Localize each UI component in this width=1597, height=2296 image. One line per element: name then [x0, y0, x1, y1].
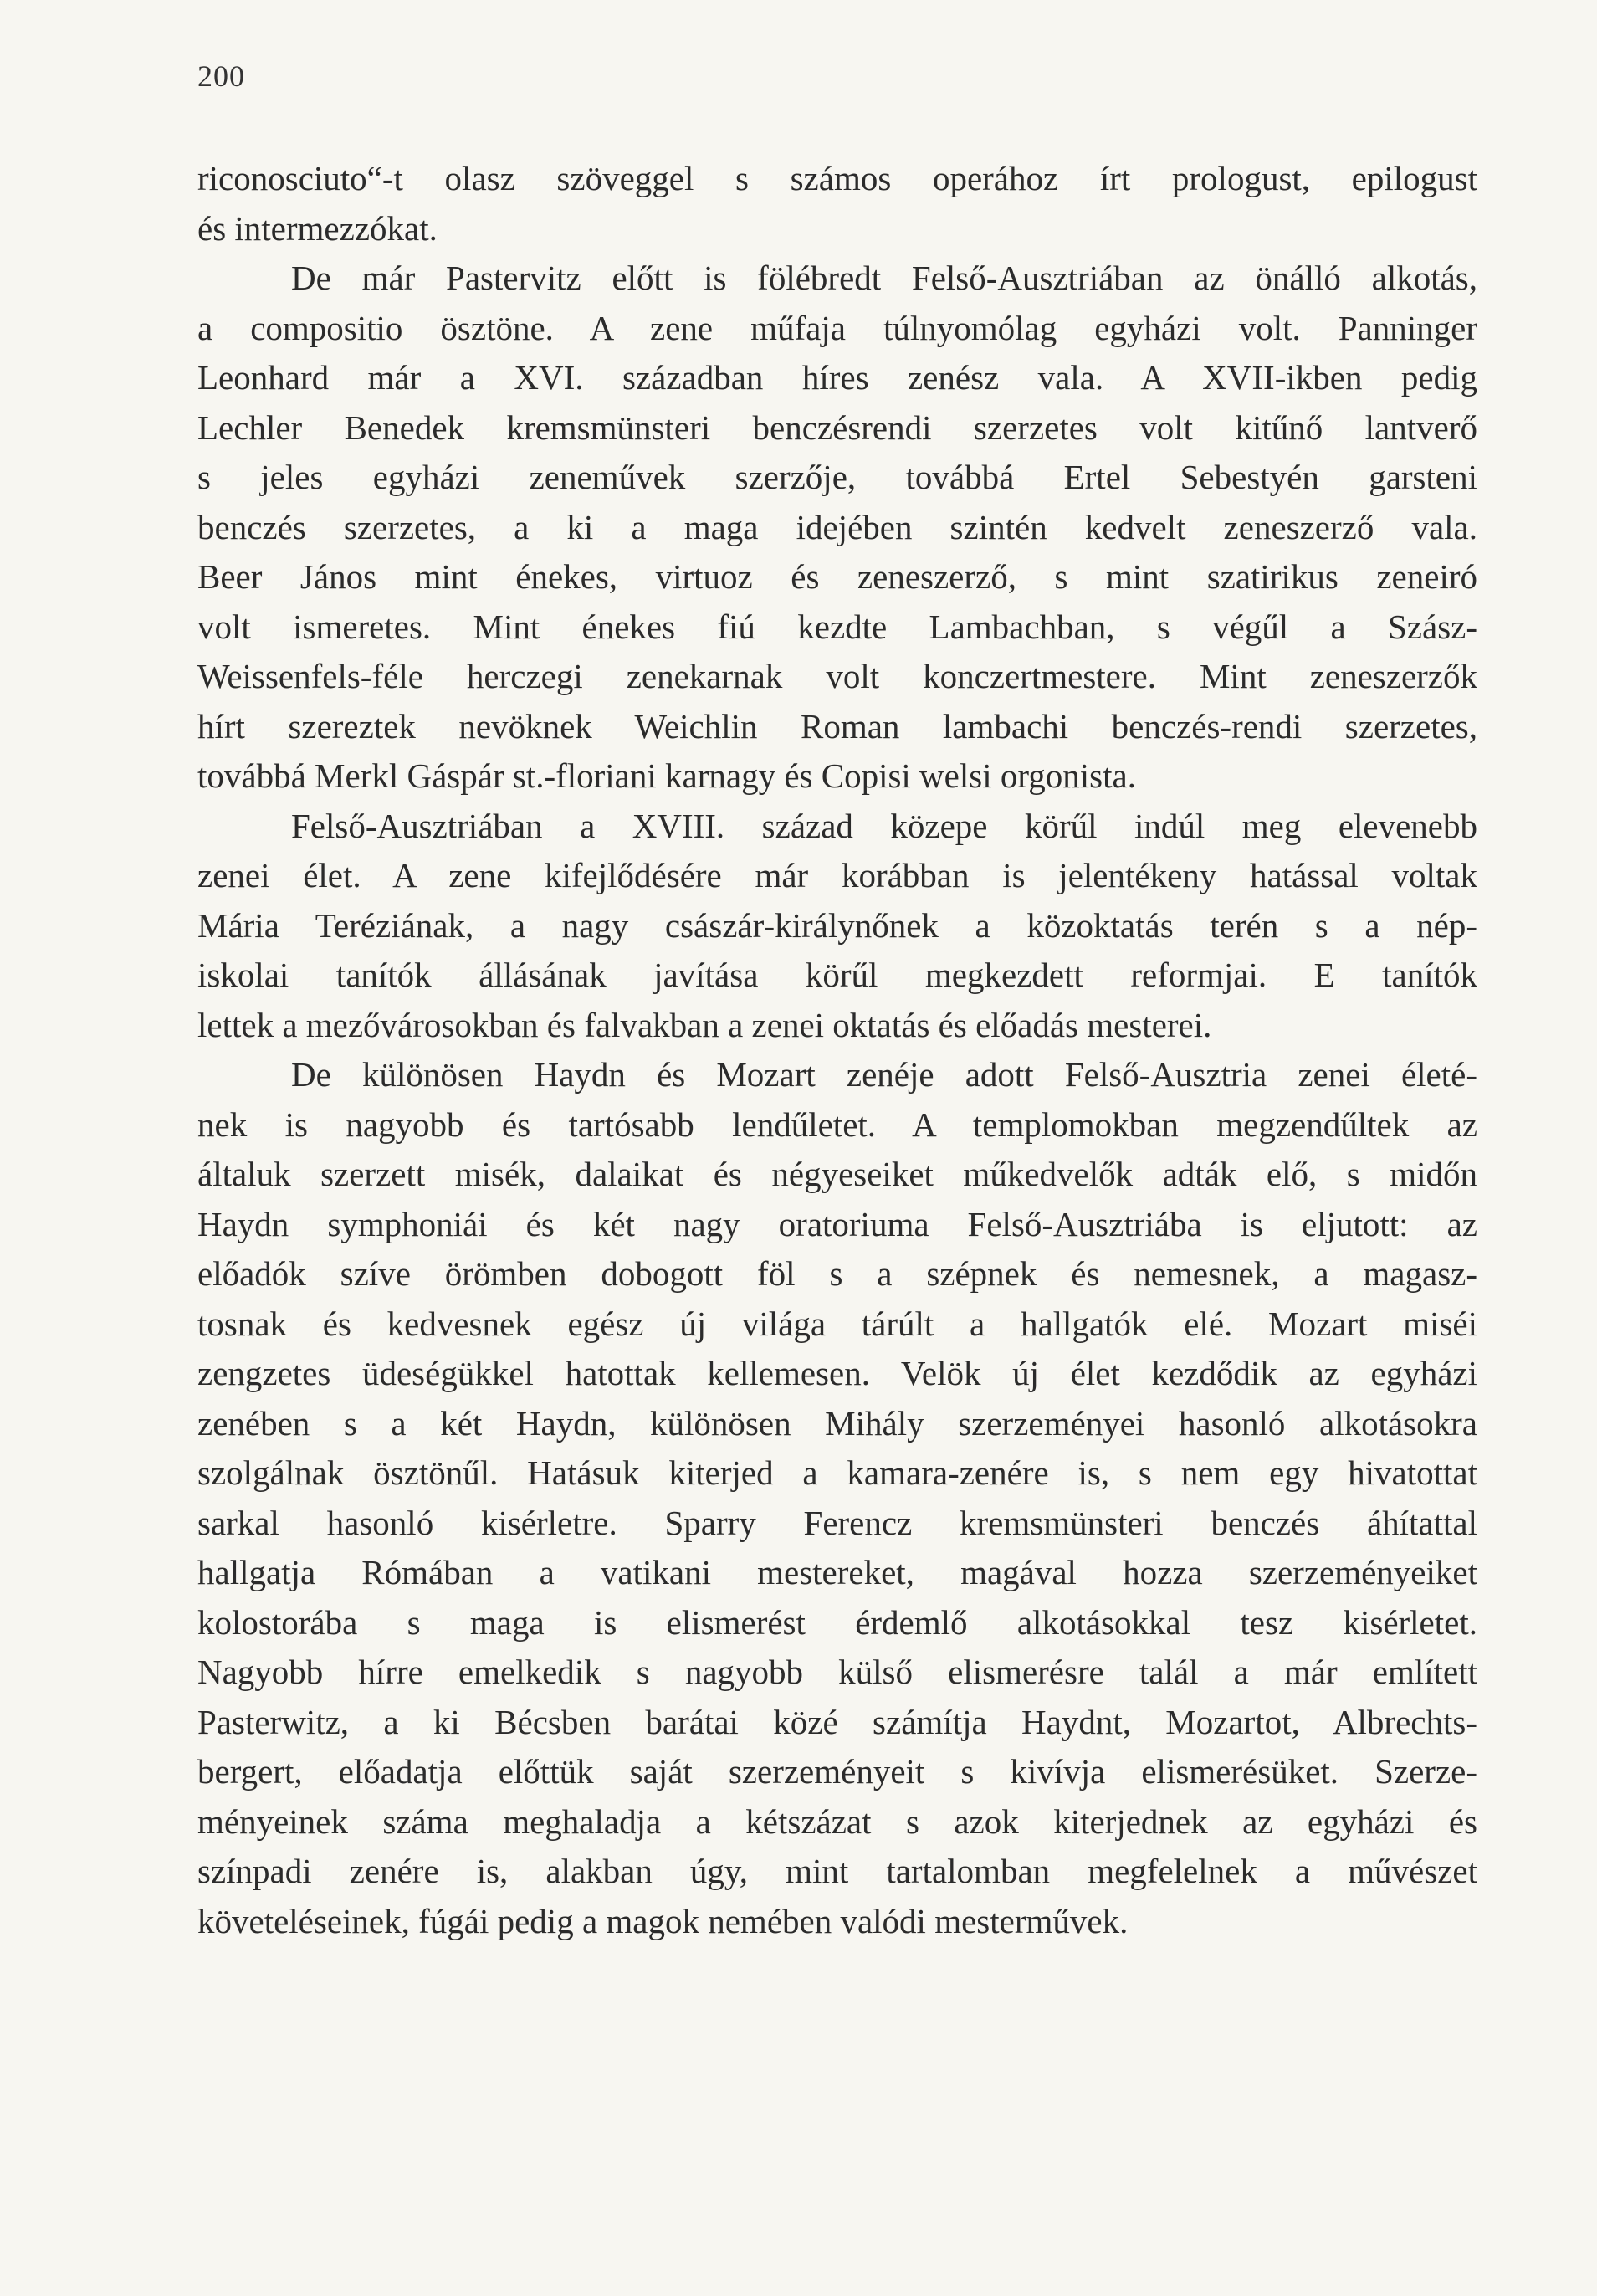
- text-line: De már Pastervitz előtt is fölébredt Felső-Ausztriában az önálló alkotás,: [291, 259, 1477, 297]
- page-number: 200: [197, 59, 245, 93]
- text-line: nek is nagyobb és tartósabb lendűletet. A templomokban megzendűltek az: [197, 1104, 1477, 1144]
- body-text: [197, 154, 1477, 1946]
- text-line: benczés szerzetes, a ki a maga idejében szintén kedvelt zeneszerző vala.: [197, 507, 1477, 546]
- text-line: szolgálnak ösztönűl. Hatásuk kiterjed a kamara-zenére is, s nem egy hivatottat: [197, 1453, 1477, 1492]
- text-line: Mária Teréziának, a nagy császár-királynőnek a közoktatás terén s a nép-: [197, 905, 1477, 945]
- text-line: Lechler Benedek kremsmünsteri benczésrendi szerzetes volt kitűnő lantverő: [197, 407, 1477, 447]
- text-line: kolostorába s maga is elismerést érdemlő alkotásokkal tesz kisérletet.: [197, 1602, 1477, 1642]
- text-line: továbbá Merkl Gáspár st.-floriani karnagy és Copisi welsi orgonista.: [197, 756, 1136, 795]
- text-line: Beer János mint énekes, virtuoz és zeneszerző, s mint szatirikus zeneiró: [197, 557, 1477, 596]
- text-line: és intermezzókat.: [197, 208, 438, 248]
- text-line: riconosciuto“-t olasz szöveggel s számos operához írt prologust, epilogust: [197, 159, 1477, 197]
- text-line: Nagyobb hírre emelkedik s nagyobb külső elismerésre talál a már említett: [197, 1653, 1477, 1691]
- text-line: tosnak és kedvesnek egész új világa tárúlt a hallgatók elé. Mozart miséi: [197, 1304, 1477, 1343]
- text-line: zenében s a két Haydn, különösen Mihály szerzeményei hasonló alkotásokra: [197, 1403, 1477, 1443]
- text-line: Leonhard már a XVI. században híres zenész vala. A XVII-ikben pedig: [197, 358, 1477, 397]
- text-line: lettek a mezővárosokban és falvakban a zenei oktatás és előadás mesterei.: [197, 1005, 1212, 1044]
- text-line: iskolai tanítók állásának javítása körűl megkezdett reformjai. E tanítók: [197, 956, 1477, 994]
- text-line: bergert, előadatja előttük saját szerzeményeit s kivívja elismerésüket. Szerze-: [197, 1752, 1477, 1791]
- text-line: De különösen Haydn és Mozart zenéje adott Felső-Ausztria zenei életé-: [291, 1055, 1477, 1094]
- text-line: hírt szereztek nevöknek Weichlin Roman lambachi benczés-rendi szerzetes,: [197, 706, 1477, 746]
- text-line: s jeles egyházi zeneművek szerzője, továbbá Ertel Sebestyén garsteni: [197, 458, 1477, 496]
- text-line: ményeinek száma meghaladja a kétszázat s azok kiterjednek az egyházi és: [197, 1801, 1477, 1841]
- text-line: Felső-Ausztriában a XVIII. század közepe körűl indúl meg elevenebb: [291, 806, 1477, 845]
- text-line: követeléseinek, fúgái pedig a magok nemében valódi mesterművek.: [197, 1901, 1129, 1940]
- text-line: Haydn symphoniái és két nagy oratoriuma Felső-Ausztriába is eljutott: az: [197, 1204, 1477, 1243]
- text-line: sarkal hasonló kisérletre. Sparry Ferencz kremsmünsteri benczés áhítattal: [197, 1503, 1477, 1542]
- text-line: volt ismeretes. Mint énekes fiú kezdte Lambachban, s végűl a Szász-: [197, 607, 1477, 646]
- text-line: zengzetes üdeségükkel hatottak kellemesen. Velök új élet kezdődik az egyházi: [197, 1354, 1477, 1392]
- text-line: hallgatja Rómában a vatikani mestereket, magával hozza szerzeményeiket: [197, 1553, 1477, 1591]
- text-line: Weissenfels-féle herczegi zenekarnak volt konczertmestere. Mint zeneszerzők: [197, 657, 1477, 695]
- text-line: a compositio ösztöne. A zene műfaja túlnyomólag egyházi volt. Panninger: [197, 308, 1477, 347]
- text-line: általuk szerzett misék, dalaikat és négyeseiket műkedvelők adták elő, s midőn: [197, 1155, 1477, 1193]
- text-line: zenei élet. A zene kifejlődésére már korábban is jelentékeny hatással voltak: [197, 856, 1477, 894]
- text-line: előadók szíve örömben dobogott föl s a szépnek és nemesnek, a magasz-: [197, 1254, 1477, 1293]
- text-line: Pasterwitz, a ki Bécsben barátai közé számítja Haydnt, Mozartot, Albrechts-: [197, 1702, 1477, 1741]
- text-line: színpadi zenére is, alakban úgy, mint tartalomban megfelelnek a művészet: [197, 1852, 1477, 1890]
